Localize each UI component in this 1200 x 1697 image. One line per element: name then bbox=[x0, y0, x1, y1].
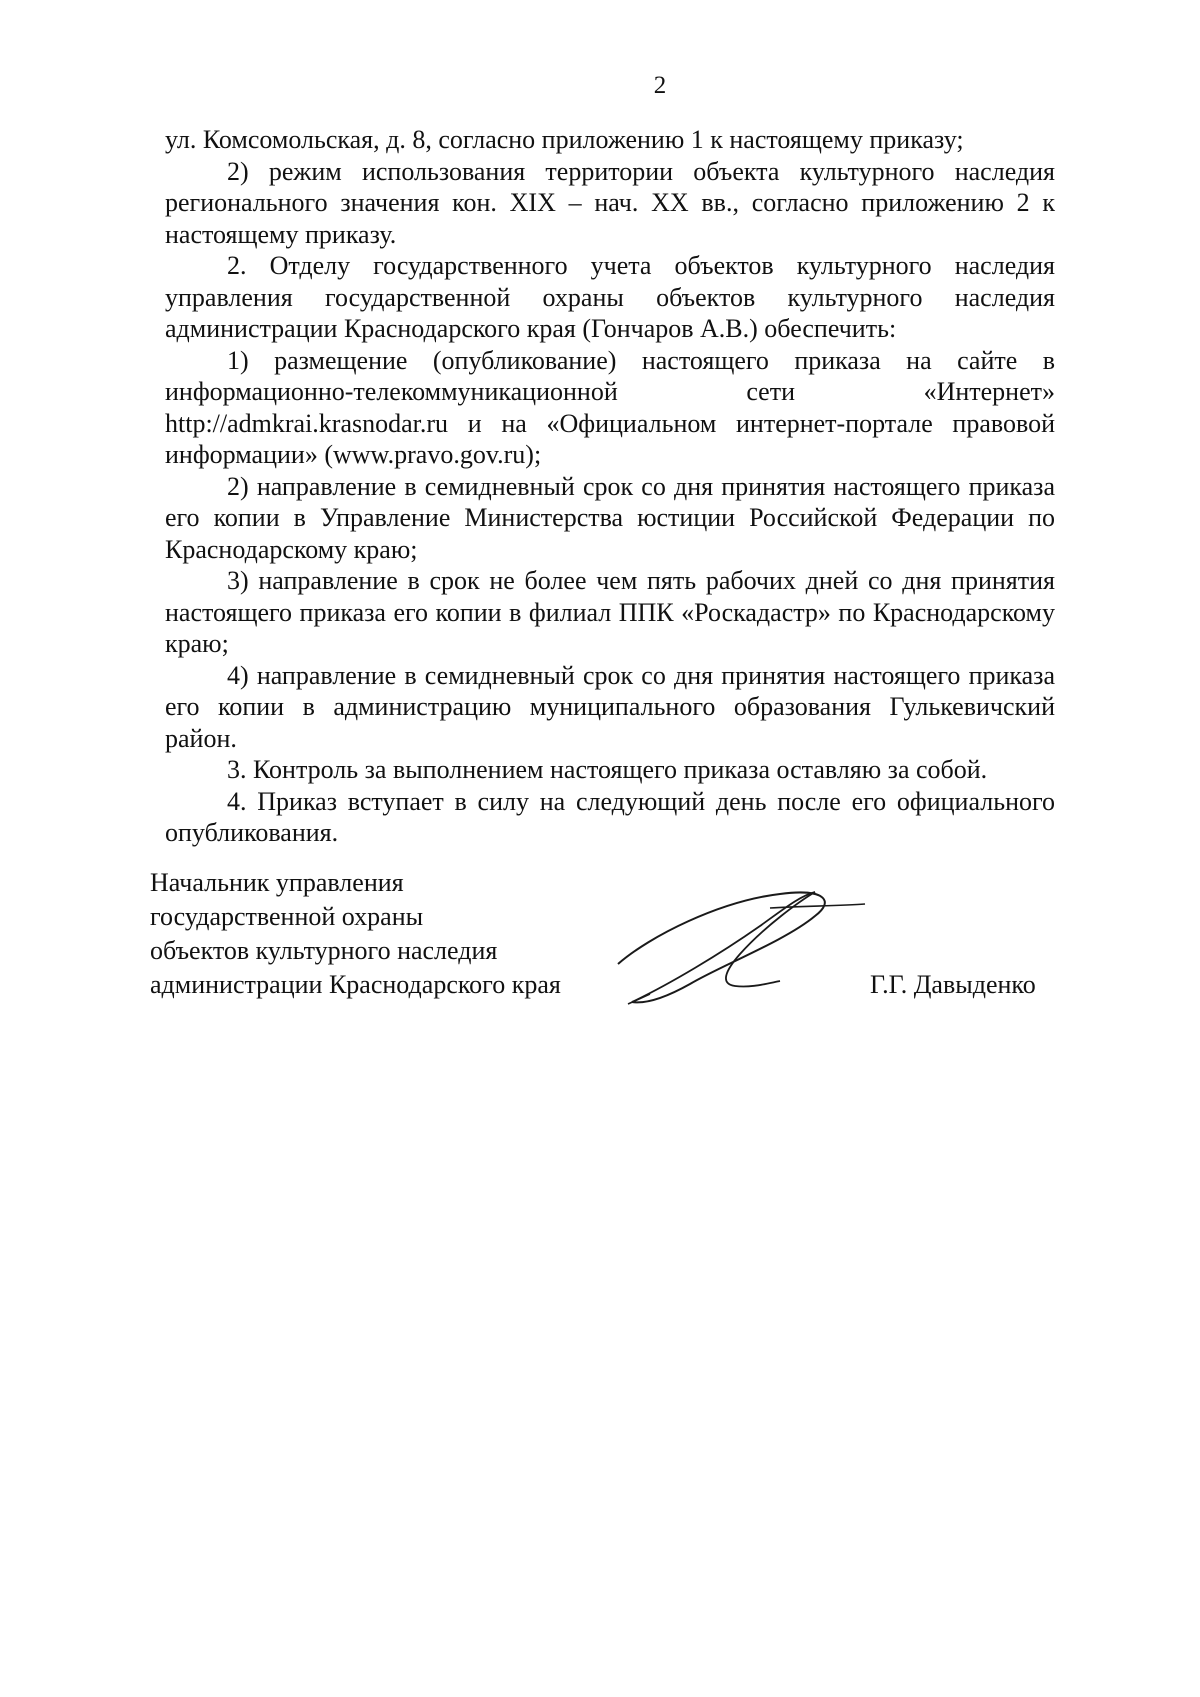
paragraph-2: 2. Отделу государственного учета объектов культурного наследия управления государственной охраны объектов культурного наследия администрации Краснодарского края (Гончаров А.В.) обеспечить: bbox=[165, 251, 1055, 343]
paragraph-7: 3. Контроль за выполнением настоящего приказа оставляю за собой. bbox=[227, 755, 988, 784]
paragraph-3: 1) размещение (опубликование) настоящего приказа на сайте в информационно-телекоммуникационной сети «Интернет» http://admkrai.krasnodar.ru и на «Официальном интернет-портале правовой информации» (www.pravo.gov.ru); bbox=[165, 345, 1055, 469]
signer-title-line-2: объектов культурного наследия bbox=[150, 936, 498, 965]
document-body bbox=[165, 124, 1055, 849]
signer-title-line-0: Начальник управления bbox=[150, 868, 404, 897]
signer-title-line-3: администрации Краснодарского края bbox=[150, 970, 561, 999]
page-number: 2 bbox=[653, 72, 667, 99]
signer-name: Г.Г. Давыденко bbox=[870, 970, 1036, 999]
paragraph-5: 3) направление в срок не более чем пять рабочих дней со дня принятия настоящего приказа его копии в филиал ППК «Роскадастр» по Краснодарскому краю; bbox=[165, 566, 1055, 658]
paragraph-0: ул. Комсомольская, д. 8, согласно приложению 1 к настоящему приказу; bbox=[165, 125, 964, 154]
signer-title bbox=[150, 866, 610, 1002]
signature-block bbox=[150, 866, 1050, 1026]
handwritten-signature bbox=[610, 866, 900, 1016]
paragraph-6: 4) направление в семидневный срок со дня принятия настоящего приказа его копии в администрацию муниципального образования Гулькевичский район. bbox=[165, 660, 1055, 753]
signer-title-line-1: государственной охраны bbox=[150, 902, 424, 931]
paragraph-8: 4. Приказ вступает в силу на следующий день после его официального опубликования. bbox=[165, 786, 1055, 847]
paragraph-1: 2) режим использования территории объекта культурного наследия регионального значения кон. XIX – нач. XX вв., согласно приложению 2 к настоящему приказу. bbox=[165, 156, 1055, 249]
paragraph-4: 2) направление в семидневный срок со дня принятия настоящего приказа его копии в Управление Министерства юстиции Российской Федерации по Краснодарскому краю; bbox=[165, 471, 1055, 564]
